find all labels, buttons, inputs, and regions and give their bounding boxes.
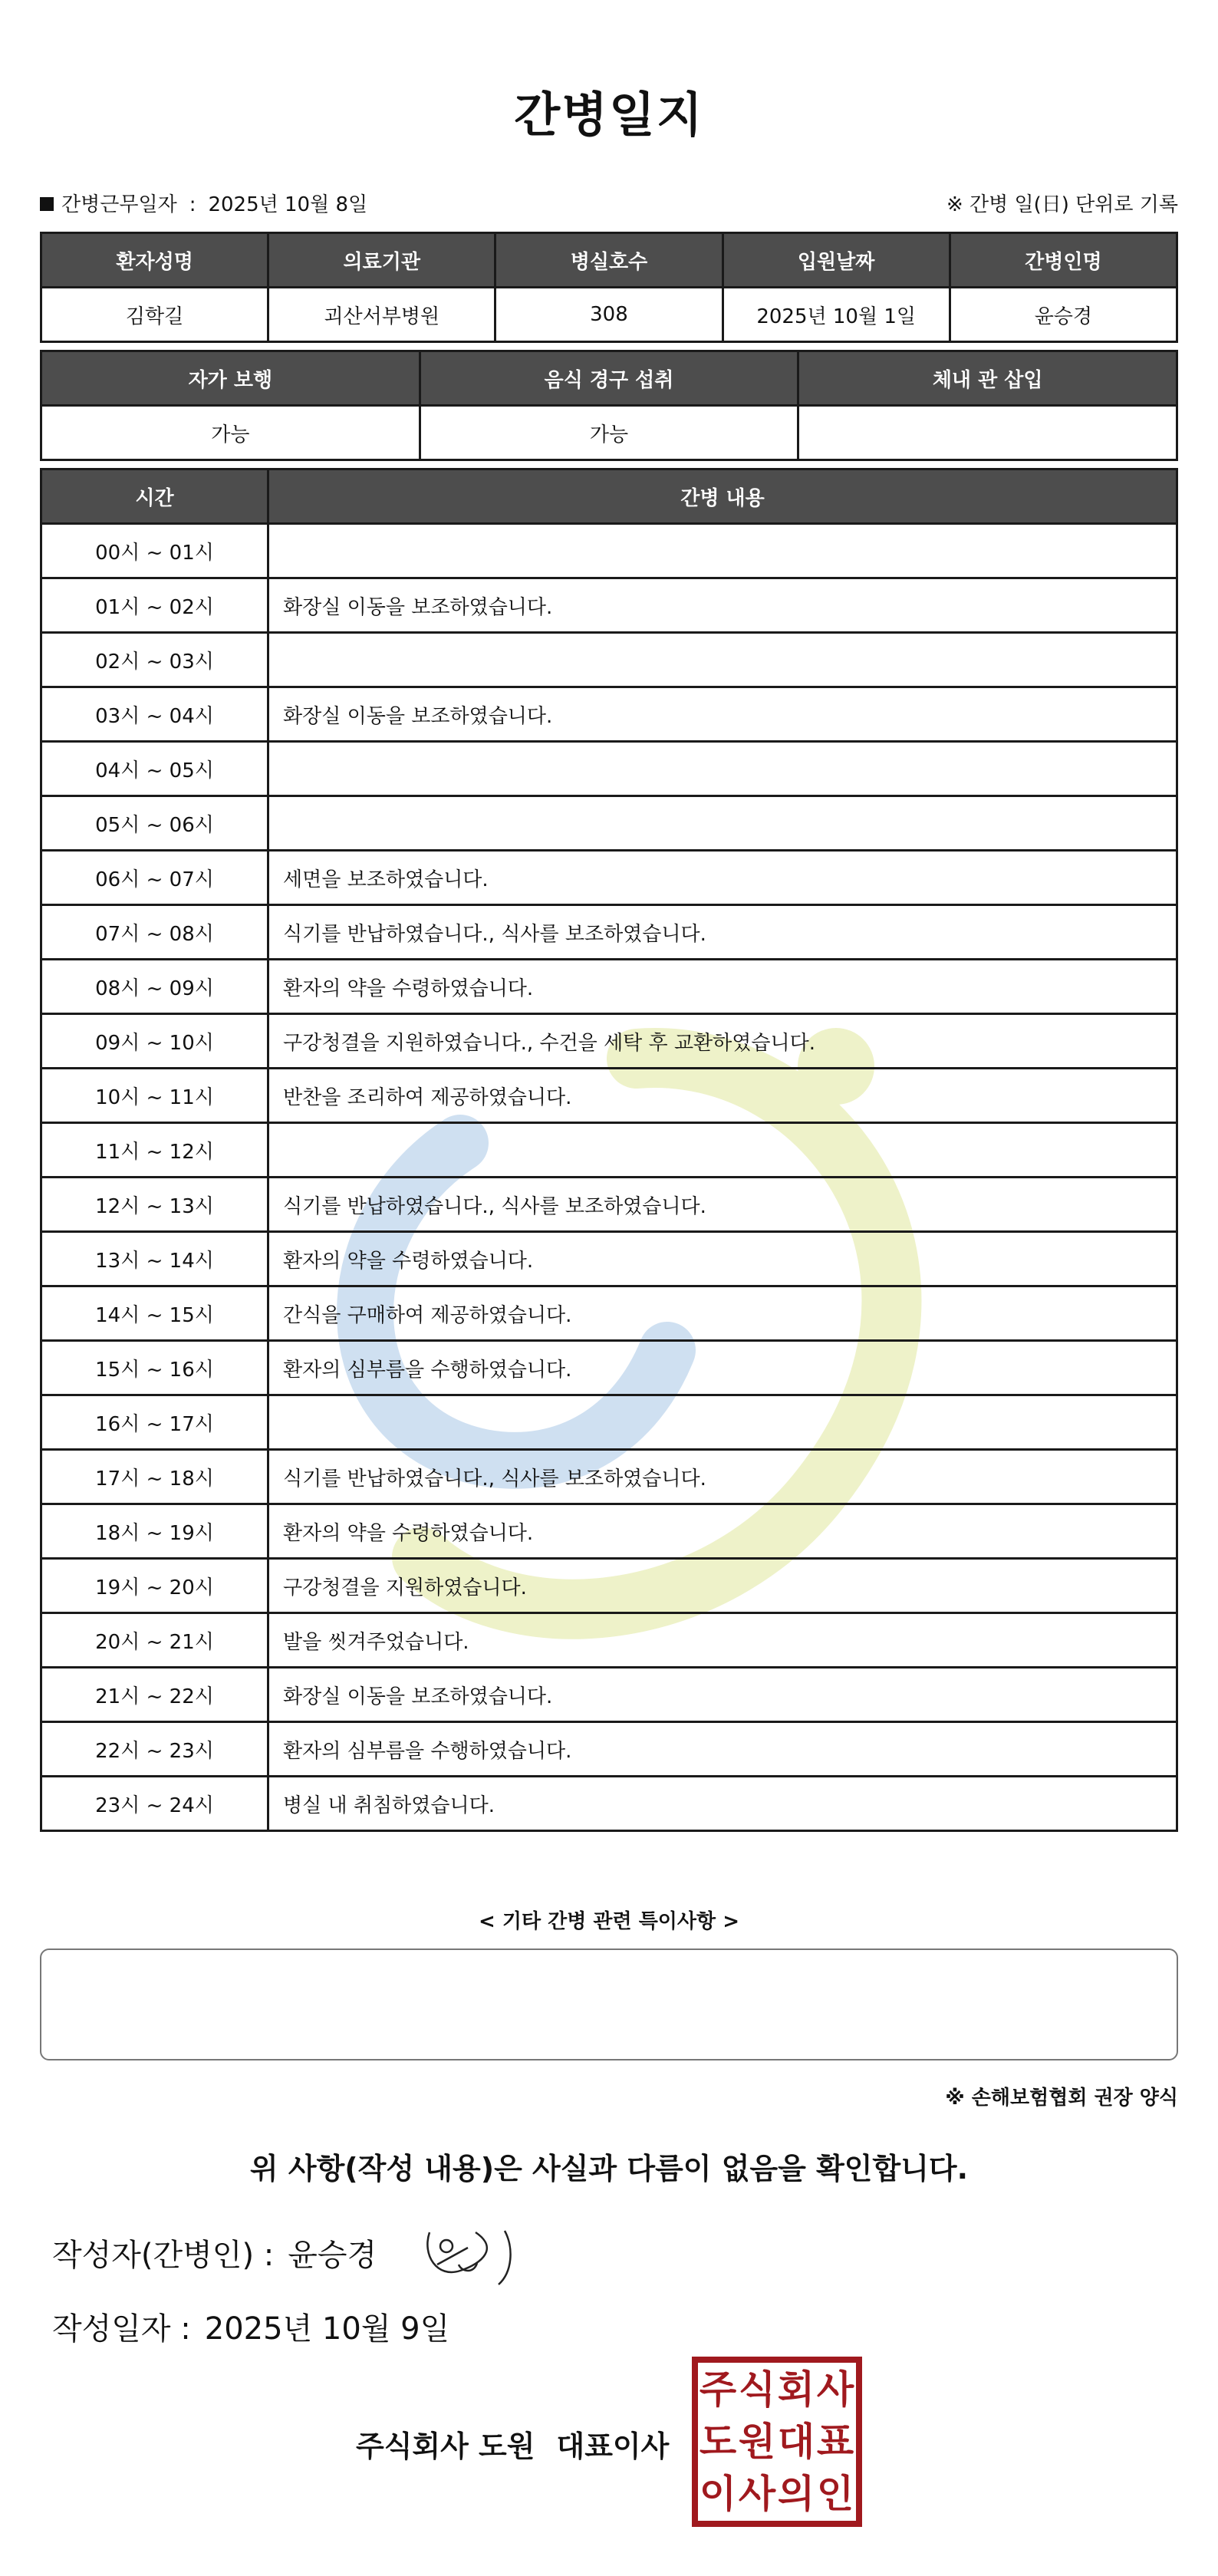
header-oral-intake: 음식 경구 섭취 <box>420 351 798 406</box>
care-log-row <box>41 633 1177 687</box>
writer-name: 윤승경 <box>288 2238 377 2273</box>
header-care-content: 간병 내용 <box>268 469 1177 524</box>
duty-date-colon: : <box>189 193 196 216</box>
header-patient-name: 환자성명 <box>41 233 268 288</box>
patient-info-value-row <box>41 288 1177 342</box>
care-log-content <box>268 796 1177 851</box>
care-log-content: 환자의 약을 수령하였습니다. <box>268 1504 1177 1559</box>
record-unit-note: ※ 간병 일(日) 단위로 기록 <box>946 193 1178 216</box>
care-log-row <box>41 1232 1177 1286</box>
seal-character: 원 <box>738 2420 776 2464</box>
care-log-row <box>41 578 1177 633</box>
care-log-time: 09시 ~ 10시 <box>41 1014 268 1069</box>
self-walking-value: 가능 <box>41 406 420 460</box>
care-log-time: 23시 ~ 24시 <box>41 1777 268 1831</box>
special-notes-title: < 기타 간병 관련 특이사항 > <box>479 1910 739 1933</box>
seal-character: 사 <box>816 2367 854 2412</box>
care-log-row <box>41 1178 1177 1232</box>
header-caregiver-name: 간병인명 <box>950 233 1177 288</box>
care-log-content: 화장실 이동을 보조하였습니다. <box>268 1668 1177 1722</box>
header-time: 시간 <box>41 469 268 524</box>
header-hospital: 의료기관 <box>268 233 495 288</box>
care-log-time: 14시 ~ 15시 <box>41 1286 268 1341</box>
written-date-value: 2025년 10월 9일 <box>204 2311 450 2347</box>
care-log-row <box>41 1395 1177 1450</box>
care-log-content: 환자의 약을 수령하였습니다. <box>268 960 1177 1014</box>
care-log-row <box>41 687 1177 742</box>
patient-info-table <box>40 232 1178 343</box>
care-log-time: 05시 ~ 06시 <box>41 796 268 851</box>
care-log-time: 10시 ~ 11시 <box>41 1069 268 1123</box>
care-log-time: 18시 ~ 19시 <box>41 1504 268 1559</box>
care-log-row <box>41 1504 1177 1559</box>
room-number-value: 308 <box>495 288 723 342</box>
care-log-row <box>41 742 1177 796</box>
care-log-content <box>268 633 1177 687</box>
insurance-form-note: ※ 손해보험협회 권장 양식 <box>945 2087 1178 2110</box>
care-log-content: 환자의 심부름을 수행하였습니다. <box>268 1722 1177 1777</box>
care-log-content: 식기를 반납하였습니다., 식사를 보조하였습니다. <box>268 1450 1177 1504</box>
care-log-row <box>41 851 1177 905</box>
care-log-table <box>40 468 1178 1832</box>
hospital-value: 괴산서부병원 <box>268 288 495 342</box>
seal-character: 도 <box>699 2420 737 2464</box>
care-log-row <box>41 1123 1177 1178</box>
care-log-row <box>41 1668 1177 1722</box>
header-admission-date: 입원날짜 <box>723 233 950 288</box>
patient-status-table <box>40 350 1178 461</box>
care-log-row <box>41 960 1177 1014</box>
confirmation-statement: 위 사항(작성 내용)은 사실과 다름이 없음을 확인합니다. <box>249 2152 969 2186</box>
care-log-row <box>41 1286 1177 1341</box>
status-value-row <box>41 406 1177 460</box>
seal-character: 식 <box>738 2367 776 2412</box>
care-log-content: 환자의 심부름을 수행하였습니다. <box>268 1341 1177 1395</box>
oral-intake-value: 가능 <box>420 406 798 460</box>
care-log-row <box>41 1069 1177 1123</box>
care-log-time: 22시 ~ 23시 <box>41 1722 268 1777</box>
care-log-row <box>41 905 1177 960</box>
header-tube-insertion: 체내 관 삽입 <box>798 351 1177 406</box>
care-log-time: 16시 ~ 17시 <box>41 1395 268 1450</box>
seal-character: 주 <box>699 2367 737 2412</box>
header-room-number: 병실호수 <box>495 233 723 288</box>
care-log-row <box>41 1450 1177 1504</box>
care-log-content <box>268 524 1177 578</box>
special-notes-box <box>40 1948 1178 2060</box>
care-log-content: 환자의 약을 수령하였습니다. <box>268 1232 1177 1286</box>
patient-info-header-row <box>41 233 1177 288</box>
company-name: 주식회사 도원 <box>356 2429 535 2463</box>
care-log-time: 04시 ~ 05시 <box>41 742 268 796</box>
care-log-row <box>41 1722 1177 1777</box>
written-date-line <box>52 2304 449 2348</box>
care-log-row <box>41 1613 1177 1668</box>
care-log-content <box>268 1123 1177 1178</box>
seal-character: 인 <box>816 2472 854 2516</box>
care-log-time: 15시 ~ 16시 <box>41 1341 268 1395</box>
care-log-content: 구강청결을 지원하였습니다. <box>268 1559 1177 1613</box>
seal-character: 의 <box>777 2472 815 2516</box>
care-log-content: 간식을 구매하여 제공하였습니다. <box>268 1286 1177 1341</box>
company-seal-icon <box>690 2355 864 2528</box>
care-log-row <box>41 1341 1177 1395</box>
care-log-time: 00시 ~ 01시 <box>41 524 268 578</box>
care-log-content: 병실 내 취침하였습니다. <box>268 1777 1177 1831</box>
care-log-row <box>41 1559 1177 1613</box>
duty-date-label: 간병근무일자 <box>61 193 177 216</box>
care-log-time: 08시 ~ 09시 <box>41 960 268 1014</box>
care-log-content: 화장실 이동을 보조하였습니다. <box>268 687 1177 742</box>
care-log-time: 03시 ~ 04시 <box>41 687 268 742</box>
caregiver-name-value: 윤승경 <box>950 288 1177 342</box>
admission-date-value: 2025년 10월 1일 <box>723 288 950 342</box>
patient-name-value: 김학길 <box>41 288 268 342</box>
writer-label: 작성자(간병인) : <box>52 2238 275 2273</box>
seal-character: 사 <box>738 2472 776 2516</box>
tube-insertion-value <box>798 406 1177 460</box>
bullet-square-icon <box>40 197 54 211</box>
seal-character: 회 <box>777 2367 815 2412</box>
care-log-time: 21시 ~ 22시 <box>41 1668 268 1722</box>
care-log-time: 20시 ~ 21시 <box>41 1613 268 1668</box>
care-log-time: 19시 ~ 20시 <box>41 1559 268 1613</box>
company-line <box>356 2423 669 2465</box>
care-log-row <box>41 524 1177 578</box>
header-self-walking: 자가 보행 <box>41 351 420 406</box>
care-log-content: 식기를 반납하였습니다., 식사를 보조하였습니다. <box>268 1178 1177 1232</box>
care-log-time: 06시 ~ 07시 <box>41 851 268 905</box>
duty-date-line <box>40 189 367 217</box>
care-log-header-row <box>41 469 1177 524</box>
signature-icon <box>414 2217 522 2294</box>
care-log-time: 07시 ~ 08시 <box>41 905 268 960</box>
writer-line <box>52 2231 377 2275</box>
seal-character: 이 <box>699 2472 737 2516</box>
duty-date-value: 2025년 10월 8일 <box>208 193 368 216</box>
care-log-time: 17시 ~ 18시 <box>41 1450 268 1504</box>
care-log-row <box>41 796 1177 851</box>
seal-character: 표 <box>816 2420 854 2464</box>
care-log-time: 11시 ~ 12시 <box>41 1123 268 1178</box>
written-date-label: 작성일자 : <box>52 2311 191 2347</box>
care-log-content <box>268 1395 1177 1450</box>
care-log-time: 12시 ~ 13시 <box>41 1178 268 1232</box>
page-title: 간병일지 <box>514 87 704 143</box>
seal-character: 대 <box>777 2420 815 2464</box>
care-log-content: 식기를 반납하였습니다., 식사를 보조하였습니다. <box>268 905 1177 960</box>
care-log-time: 13시 ~ 14시 <box>41 1232 268 1286</box>
company-title: 대표이사 <box>556 2429 670 2463</box>
care-log-content: 구강청결을 지원하였습니다., 수건을 세탁 후 교환하였습니다. <box>268 1014 1177 1069</box>
care-log-content: 세면을 보조하였습니다. <box>268 851 1177 905</box>
care-log-time: 01시 ~ 02시 <box>41 578 268 633</box>
care-log-content: 반찬을 조리하여 제공하였습니다. <box>268 1069 1177 1123</box>
care-log-content: 발을 씻겨주었습니다. <box>268 1613 1177 1668</box>
care-log-row <box>41 1777 1177 1831</box>
care-log-content: 화장실 이동을 보조하였습니다. <box>268 578 1177 633</box>
status-header-row <box>41 351 1177 406</box>
care-log-row <box>41 1014 1177 1069</box>
care-log-content <box>268 742 1177 796</box>
care-log-time: 02시 ~ 03시 <box>41 633 268 687</box>
